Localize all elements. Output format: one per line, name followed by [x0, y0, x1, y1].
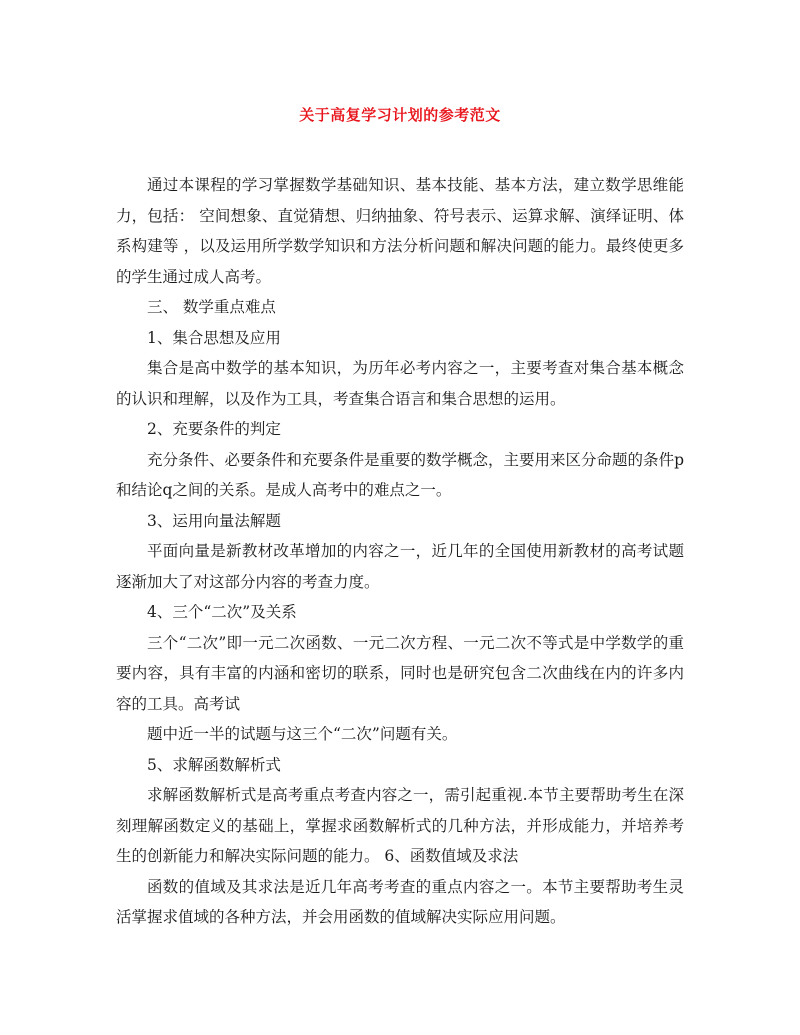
paragraph-function-expressions: 求解函数解析式是高考重点考查内容之一，需引起重视.本节主要帮助考生在深刻理解函数定义的基础上，掌握求函数解析式的几种方法，并形成能力，并培养考生的创新能力和解决实际问题的能力。 6、函数值域及求法 [116, 786, 684, 865]
document-body [116, 170, 684, 933]
paragraph-sets: 集合是高中数学的基本知识，为历年必考内容之一，主要考查对集合基本概念的认识和理解，以及作为工具，考查集合语言和集合思想的运用。 [116, 359, 684, 408]
paragraph-conditions: 充分条件、必要条件和充要条件是重要的数学概念，主要用来区分命题的条件p和结论q之间的关系。是成人高考中的难点之一。 [116, 450, 684, 499]
document-title: 关于高复学习计划的参考范文 [299, 106, 501, 124]
subheading-function-expressions: 5、求解函数解析式 [147, 755, 281, 774]
paragraph-vectors: 平面向量是新教材改革增加的内容之一，近几年的全国使用新教材的高考试题逐渐加大了对这部分内容的考查力度。 [116, 542, 684, 591]
section-heading-key-points: 三、 数学重点难点 [147, 298, 276, 316]
paragraph-function-range: 函数的值域及其求法是近几年高考考查的重点内容之一。本节主要帮助考生灵活掌握求值域的各种方法，并会用函数的值域解决实际应用问题。 [116, 877, 684, 926]
subheading-vectors: 3、运用向量法解题 [147, 511, 281, 530]
subheading-conditions: 2、充要条件的判定 [147, 420, 281, 438]
paragraph-quadratics: 三个“二次”即一元二次函数、一元二次方程、一元二次不等式是中学数学的重要内容，具有丰富的内涵和密切的联系，同时也是研究包含二次曲线在内的许多内容的工具。高考试 [116, 633, 684, 713]
subheading-sets: 1、集合思想及应用 [147, 328, 281, 347]
intro-paragraph: 通过本课程的学习掌握数学基础知识、基本技能、基本方法，建立数学思维能力，包括： 空间想象、直觉猜想、归纳抽象、符号表示、运算求解、演绎证明、体系构建等 ，以及运用所学数学知识和方法分析问题和解决问题的能力。最终使更多的学生通过成人高考。 [116, 176, 684, 286]
paragraph-quadratics-continued: 题中近一半的试题与这三个“二次”问题有关。 [147, 725, 458, 743]
subheading-quadratics: 4、三个“二次”及关系 [147, 603, 297, 621]
